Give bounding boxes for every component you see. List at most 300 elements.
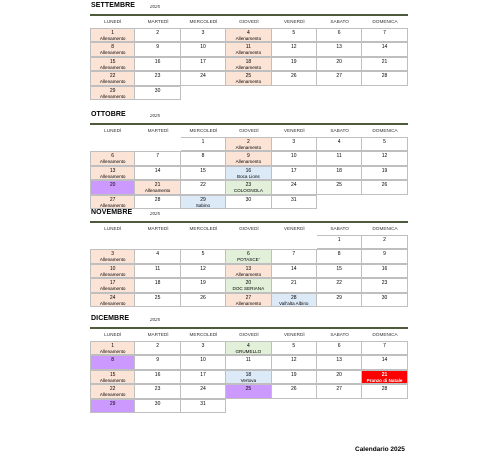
day-cell[interactable] bbox=[135, 249, 180, 263]
day-number: 17 bbox=[109, 280, 116, 287]
day-number: 31 bbox=[290, 196, 297, 203]
day-number: 21 bbox=[381, 58, 388, 65]
day-number: 3 bbox=[111, 251, 115, 258]
day-cell[interactable] bbox=[135, 180, 180, 194]
day-number: 9 bbox=[156, 357, 159, 364]
day-number: 18 bbox=[154, 280, 161, 287]
day-number: 24 bbox=[200, 386, 206, 393]
day-cell[interactable] bbox=[362, 249, 407, 263]
event-label: Sabino bbox=[195, 202, 211, 208]
day-cell[interactable] bbox=[226, 57, 271, 71]
event-label: Allenamento bbox=[99, 392, 126, 398]
empty-cell bbox=[135, 235, 180, 249]
day-cell[interactable] bbox=[362, 384, 407, 398]
weekday-label: MERCOLEDÌ bbox=[189, 332, 218, 337]
day-number: 20 bbox=[336, 58, 342, 65]
day-number: 12 bbox=[290, 44, 297, 51]
day-cell[interactable] bbox=[272, 151, 317, 165]
day-number: 16 bbox=[154, 58, 161, 65]
day-cell[interactable] bbox=[362, 28, 407, 42]
event-label: Allenamento bbox=[235, 36, 262, 41]
day-number: 2 bbox=[383, 237, 386, 243]
event-label: Allenamento bbox=[99, 159, 126, 165]
day-cell[interactable] bbox=[317, 151, 362, 165]
calendar-grid bbox=[90, 137, 408, 209]
day-cell[interactable] bbox=[181, 28, 226, 42]
event-label: Allenamento bbox=[99, 286, 126, 292]
weekday-label: SABATO bbox=[330, 226, 349, 231]
day-number: 30 bbox=[154, 400, 161, 407]
event-label: Allenamento bbox=[99, 271, 126, 277]
event-label: COLOGNOLA bbox=[233, 188, 263, 194]
event-label: Allenamento bbox=[99, 173, 126, 179]
day-number: 8 bbox=[201, 153, 205, 160]
event-label: Allenamento bbox=[99, 257, 126, 263]
event-label: Vertova bbox=[240, 377, 257, 383]
day-cell[interactable] bbox=[317, 264, 362, 278]
day-cell[interactable] bbox=[226, 42, 271, 56]
day-number: 25 bbox=[154, 294, 161, 301]
weekday-label: GIOVEDÌ bbox=[239, 19, 259, 24]
day-cell[interactable] bbox=[362, 370, 407, 384]
day-cell[interactable] bbox=[272, 293, 317, 307]
day-cell[interactable] bbox=[317, 28, 362, 42]
day-cell[interactable] bbox=[181, 278, 226, 292]
day-number: 20 bbox=[245, 280, 252, 287]
event-label: POTASCE' bbox=[237, 257, 260, 263]
day-cell[interactable] bbox=[135, 399, 180, 413]
day-cell[interactable] bbox=[226, 195, 271, 209]
day-cell[interactable] bbox=[135, 28, 180, 42]
day-cell[interactable] bbox=[181, 195, 226, 209]
day-cell[interactable] bbox=[272, 71, 317, 85]
day-number: 26 bbox=[290, 73, 297, 80]
day-number: 29 bbox=[109, 87, 116, 94]
day-number: 4 bbox=[246, 343, 250, 349]
day-cell[interactable] bbox=[135, 370, 180, 384]
day-number: 25 bbox=[336, 182, 342, 189]
day-number: 10 bbox=[109, 265, 116, 272]
day-number: 12 bbox=[200, 265, 206, 272]
day-cell[interactable] bbox=[272, 42, 317, 56]
month-year: 2025 bbox=[150, 4, 161, 9]
event-label: Allenamento bbox=[235, 64, 262, 70]
day-number: 23 bbox=[381, 280, 388, 287]
event-label: Allenamento bbox=[99, 300, 126, 306]
empty-cell bbox=[181, 235, 226, 249]
day-cell[interactable] bbox=[362, 71, 407, 85]
event-label: Allenamento bbox=[235, 300, 262, 306]
empty-cell bbox=[272, 235, 317, 249]
day-number: 5 bbox=[383, 139, 386, 145]
day-cell[interactable] bbox=[362, 341, 407, 355]
day-number: 23 bbox=[154, 386, 161, 393]
day-cell[interactable] bbox=[135, 293, 180, 307]
day-cell[interactable] bbox=[181, 249, 226, 263]
day-cell[interactable] bbox=[272, 264, 317, 278]
day-cell[interactable] bbox=[226, 293, 271, 307]
day-cell[interactable] bbox=[317, 384, 362, 398]
day-number: 27 bbox=[245, 294, 252, 301]
day-number: 14 bbox=[154, 167, 161, 174]
weekday-label: SABATO bbox=[330, 19, 349, 24]
weekday-header bbox=[90, 16, 408, 28]
day-cell[interactable] bbox=[317, 293, 362, 307]
day-cell[interactable] bbox=[272, 249, 317, 263]
day-cell[interactable] bbox=[272, 370, 317, 384]
day-number: 21 bbox=[290, 280, 297, 287]
day-cell[interactable] bbox=[135, 166, 180, 180]
day-number: 29 bbox=[109, 400, 116, 407]
day-cell[interactable] bbox=[272, 137, 317, 151]
day-number: 6 bbox=[337, 343, 341, 349]
weekday-label: DOMENICA bbox=[372, 226, 398, 231]
day-cell[interactable] bbox=[135, 384, 180, 398]
day-cell[interactable] bbox=[226, 341, 271, 355]
day-cell[interactable] bbox=[90, 399, 135, 413]
day-cell[interactable] bbox=[135, 264, 180, 278]
calendar-grid bbox=[90, 235, 408, 307]
weekday-label: MERCOLEDÌ bbox=[189, 128, 218, 133]
day-number: 24 bbox=[109, 294, 116, 301]
day-cell[interactable] bbox=[362, 57, 407, 71]
weekday-label: SABATO bbox=[330, 332, 349, 337]
month-novembre bbox=[90, 209, 408, 307]
weekday-label: DOMENICA bbox=[372, 19, 398, 24]
day-number: 13 bbox=[245, 265, 252, 272]
day-cell[interactable] bbox=[135, 355, 180, 369]
day-cell[interactable] bbox=[317, 278, 362, 292]
day-cell[interactable] bbox=[226, 370, 271, 384]
day-number: 19 bbox=[290, 58, 297, 65]
day-number: 7 bbox=[383, 343, 386, 349]
day-cell[interactable] bbox=[317, 341, 362, 355]
day-cell[interactable] bbox=[181, 57, 226, 71]
day-number: 2 bbox=[246, 139, 250, 145]
day-cell[interactable] bbox=[90, 166, 135, 180]
day-cell[interactable] bbox=[226, 278, 271, 292]
day-cell[interactable] bbox=[181, 151, 226, 165]
weekday-label: MARTEDÌ bbox=[147, 19, 169, 24]
weekday-header bbox=[90, 223, 408, 235]
day-number: 26 bbox=[290, 386, 297, 393]
day-number: 15 bbox=[109, 58, 116, 65]
day-number: 30 bbox=[381, 294, 388, 301]
month-name: OTTOBRE bbox=[91, 111, 126, 118]
calendar-grid bbox=[90, 341, 408, 413]
day-number: 16 bbox=[381, 265, 388, 272]
day-cell[interactable] bbox=[226, 180, 271, 194]
day-number: 14 bbox=[290, 265, 297, 272]
day-cell[interactable] bbox=[272, 355, 317, 369]
event-label: Allenamento bbox=[235, 159, 262, 165]
day-cell[interactable] bbox=[135, 71, 180, 85]
day-number: 13 bbox=[109, 167, 116, 174]
day-cell[interactable] bbox=[135, 57, 180, 71]
day-cell[interactable] bbox=[226, 28, 271, 42]
day-cell[interactable] bbox=[181, 166, 226, 180]
day-number: 21 bbox=[381, 371, 388, 378]
event-label: Allenamento bbox=[99, 50, 126, 56]
weekday-label: VENERDÌ bbox=[283, 128, 305, 133]
event-label: DOC SERIANA bbox=[232, 286, 265, 292]
empty-cell bbox=[90, 137, 135, 151]
weekday-label: LUNEDÌ bbox=[104, 128, 122, 133]
day-number: 23 bbox=[245, 182, 252, 189]
day-cell[interactable] bbox=[90, 28, 135, 42]
day-cell[interactable] bbox=[362, 264, 407, 278]
day-number: 17 bbox=[200, 58, 206, 65]
day-number: 2 bbox=[156, 30, 159, 36]
weekday-label: LUNEDÌ bbox=[104, 19, 122, 24]
day-number: 18 bbox=[245, 371, 252, 378]
day-cell[interactable] bbox=[90, 86, 135, 100]
empty-cell bbox=[135, 137, 180, 151]
day-number: 27 bbox=[109, 196, 116, 203]
day-cell[interactable] bbox=[135, 42, 180, 56]
day-cell[interactable] bbox=[226, 384, 271, 398]
day-cell[interactable] bbox=[362, 137, 407, 151]
day-number: 21 bbox=[154, 182, 161, 189]
event-label: Pranzo di Natale bbox=[366, 377, 403, 383]
weekday-label: MERCOLEDÌ bbox=[189, 19, 218, 24]
day-cell[interactable] bbox=[135, 86, 180, 100]
day-number: 27 bbox=[336, 73, 342, 80]
weekday-label: MARTEDÌ bbox=[147, 128, 169, 133]
day-cell[interactable] bbox=[272, 28, 317, 42]
weekday-label: GIOVEDÌ bbox=[239, 128, 259, 133]
event-label: Allenamento bbox=[235, 271, 262, 277]
day-cell[interactable] bbox=[90, 42, 135, 56]
event-label: Allenamento bbox=[99, 64, 126, 70]
day-cell[interactable] bbox=[135, 151, 180, 165]
day-cell[interactable] bbox=[317, 235, 362, 249]
day-number: 15 bbox=[336, 265, 342, 272]
day-number: 8 bbox=[111, 357, 115, 364]
day-number: 19 bbox=[290, 371, 297, 378]
empty-cell bbox=[226, 235, 271, 249]
day-number: 10 bbox=[200, 44, 206, 51]
month-year: 2025 bbox=[150, 113, 161, 118]
day-cell[interactable] bbox=[181, 42, 226, 56]
day-number: 1 bbox=[111, 30, 115, 36]
event-label: Allenamento bbox=[99, 349, 126, 354]
day-cell[interactable] bbox=[181, 341, 226, 355]
day-cell[interactable] bbox=[135, 278, 180, 292]
day-cell[interactable] bbox=[90, 180, 135, 194]
day-number: 7 bbox=[292, 251, 296, 258]
day-number: 29 bbox=[336, 294, 342, 301]
day-number: 28 bbox=[154, 196, 161, 203]
day-number: 13 bbox=[336, 44, 342, 51]
day-number: 17 bbox=[200, 371, 206, 378]
day-number: 11 bbox=[245, 357, 251, 364]
day-cell[interactable] bbox=[226, 166, 271, 180]
weekday-header bbox=[90, 125, 408, 137]
day-number: 19 bbox=[200, 280, 206, 287]
day-cell[interactable] bbox=[317, 137, 362, 151]
day-number: 12 bbox=[381, 153, 388, 160]
day-cell[interactable] bbox=[135, 195, 180, 209]
day-number: 9 bbox=[246, 153, 250, 160]
day-cell[interactable] bbox=[226, 249, 271, 263]
day-number: 1 bbox=[201, 139, 205, 145]
day-number: 10 bbox=[290, 153, 297, 160]
month-year: 2025 bbox=[150, 317, 161, 322]
day-cell[interactable] bbox=[317, 355, 362, 369]
event-label: Allenamento bbox=[99, 93, 126, 99]
day-cell[interactable] bbox=[135, 341, 180, 355]
day-number: 17 bbox=[290, 167, 297, 174]
month-header bbox=[90, 2, 408, 16]
day-cell[interactable] bbox=[226, 355, 271, 369]
day-cell[interactable] bbox=[90, 370, 135, 384]
weekday-label: GIOVEDÌ bbox=[239, 332, 259, 337]
day-cell[interactable] bbox=[362, 293, 407, 307]
day-cell[interactable] bbox=[226, 71, 271, 85]
day-cell[interactable] bbox=[362, 355, 407, 369]
day-number: 25 bbox=[245, 73, 252, 80]
day-number: 6 bbox=[337, 30, 341, 36]
month-ottobre bbox=[90, 111, 408, 209]
day-number: 18 bbox=[336, 167, 342, 174]
day-cell[interactable] bbox=[272, 166, 317, 180]
day-cell[interactable] bbox=[272, 195, 317, 209]
day-cell[interactable] bbox=[181, 71, 226, 85]
day-number: 10 bbox=[200, 357, 206, 364]
day-number: 20 bbox=[109, 182, 116, 189]
day-number: 1 bbox=[337, 237, 341, 243]
day-cell[interactable] bbox=[90, 264, 135, 278]
day-cell[interactable] bbox=[362, 235, 407, 249]
day-number: 5 bbox=[292, 343, 296, 349]
day-number: 3 bbox=[292, 139, 296, 145]
day-number: 24 bbox=[290, 182, 297, 189]
day-cell[interactable] bbox=[317, 57, 362, 71]
day-cell[interactable] bbox=[272, 341, 317, 355]
day-number: 18 bbox=[245, 58, 252, 65]
day-number: 4 bbox=[337, 139, 341, 145]
month-header bbox=[90, 111, 408, 125]
day-number: 4 bbox=[156, 251, 159, 258]
day-cell[interactable] bbox=[272, 180, 317, 194]
day-number: 8 bbox=[111, 44, 115, 51]
day-cell[interactable] bbox=[181, 355, 226, 369]
calendar-grid bbox=[90, 28, 408, 100]
day-number: 3 bbox=[201, 343, 205, 349]
day-cell[interactable] bbox=[362, 42, 407, 56]
day-cell[interactable] bbox=[226, 264, 271, 278]
day-cell[interactable] bbox=[317, 180, 362, 194]
event-label: Boca Lions bbox=[237, 173, 260, 179]
day-cell[interactable] bbox=[90, 355, 135, 369]
event-label: Allenamento bbox=[99, 36, 126, 41]
day-cell[interactable] bbox=[317, 249, 362, 263]
day-number: 12 bbox=[290, 357, 297, 364]
day-cell[interactable] bbox=[181, 399, 226, 413]
day-cell[interactable] bbox=[181, 137, 226, 151]
weekday-label: VENERDÌ bbox=[283, 19, 305, 24]
weekday-label: DOMENICA bbox=[372, 128, 398, 133]
day-cell[interactable] bbox=[362, 166, 407, 180]
day-number: 11 bbox=[245, 44, 251, 51]
day-number: 14 bbox=[381, 44, 388, 51]
event-label: GRUMELLO bbox=[235, 349, 262, 354]
day-cell[interactable] bbox=[272, 57, 317, 71]
day-number: 31 bbox=[200, 400, 206, 407]
weekday-label: DOMENICA bbox=[372, 332, 398, 337]
day-number: 24 bbox=[200, 73, 206, 80]
event-label: Vall'alta Albino bbox=[279, 300, 309, 306]
day-number: 11 bbox=[154, 265, 161, 272]
day-number: 1 bbox=[111, 343, 115, 349]
day-cell[interactable] bbox=[90, 195, 135, 209]
weekday-label: VENERDÌ bbox=[283, 226, 305, 231]
day-cell[interactable] bbox=[362, 278, 407, 292]
day-number: 22 bbox=[109, 386, 116, 393]
day-cell[interactable] bbox=[272, 278, 317, 292]
day-cell[interactable] bbox=[90, 151, 135, 165]
month-dicembre bbox=[90, 315, 408, 413]
day-number: 15 bbox=[109, 371, 116, 378]
day-cell[interactable] bbox=[226, 151, 271, 165]
day-cell[interactable] bbox=[90, 71, 135, 85]
event-label: Allenamento bbox=[144, 188, 171, 194]
day-number: 22 bbox=[336, 280, 342, 287]
day-number: 5 bbox=[201, 251, 205, 258]
day-cell[interactable] bbox=[317, 370, 362, 384]
day-cell[interactable] bbox=[90, 293, 135, 307]
day-number: 29 bbox=[200, 196, 206, 203]
event-label: Allenamento bbox=[235, 79, 262, 85]
day-cell[interactable] bbox=[272, 384, 317, 398]
day-cell[interactable] bbox=[317, 166, 362, 180]
day-cell[interactable] bbox=[181, 384, 226, 398]
day-number: 27 bbox=[336, 386, 342, 393]
month-year: 2025 bbox=[150, 211, 161, 216]
day-cell[interactable] bbox=[90, 57, 135, 71]
day-number: 5 bbox=[292, 30, 296, 36]
weekday-label: LUNEDÌ bbox=[104, 226, 122, 231]
day-cell[interactable] bbox=[90, 384, 135, 398]
event-label: Allenamento bbox=[99, 202, 126, 208]
day-number: 2 bbox=[156, 343, 159, 349]
event-label: Allenamento bbox=[235, 145, 262, 150]
day-cell[interactable] bbox=[90, 341, 135, 355]
day-number: 28 bbox=[290, 294, 297, 301]
day-cell[interactable] bbox=[317, 71, 362, 85]
day-cell[interactable] bbox=[181, 180, 226, 194]
day-cell[interactable] bbox=[90, 278, 135, 292]
day-cell[interactable] bbox=[90, 249, 135, 263]
day-cell[interactable] bbox=[226, 137, 271, 151]
day-number: 15 bbox=[200, 167, 206, 174]
day-cell[interactable] bbox=[362, 180, 407, 194]
day-cell[interactable] bbox=[181, 293, 226, 307]
day-number: 14 bbox=[381, 357, 388, 364]
day-cell[interactable] bbox=[181, 264, 226, 278]
day-number: 22 bbox=[109, 73, 116, 80]
weekday-label: LUNEDÌ bbox=[104, 332, 122, 337]
day-number: 6 bbox=[246, 251, 250, 258]
day-cell[interactable] bbox=[317, 42, 362, 56]
day-number: 30 bbox=[245, 196, 252, 203]
day-number: 30 bbox=[154, 87, 161, 94]
day-number: 22 bbox=[200, 182, 206, 189]
day-cell[interactable] bbox=[181, 370, 226, 384]
day-cell[interactable] bbox=[362, 151, 407, 165]
weekday-label: MERCOLEDÌ bbox=[189, 226, 218, 231]
